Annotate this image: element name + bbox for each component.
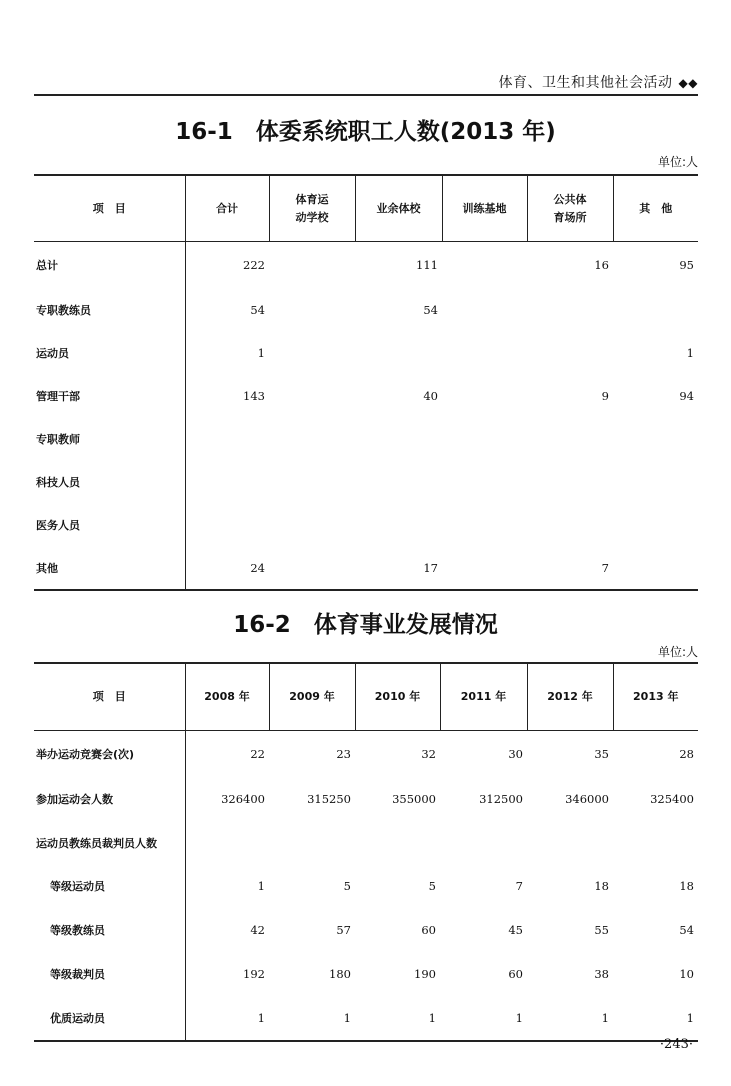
table-row [34, 908, 698, 952]
table-cell [442, 417, 527, 460]
table-cell [527, 503, 613, 546]
table-cell: 1 [686, 1010, 694, 1025]
table-cell: 5 [343, 879, 351, 894]
table-row [34, 777, 698, 821]
table-cell [355, 417, 442, 460]
table-cell [442, 242, 527, 289]
table-cell: 1 [257, 879, 265, 894]
table-cell [269, 417, 355, 460]
row-label: 运动员 [34, 331, 185, 374]
table-cell: 325400 [650, 791, 694, 806]
table-cell: 180 [329, 967, 351, 982]
table1 [34, 174, 698, 591]
table-cell [269, 288, 355, 331]
table-cell [269, 546, 355, 590]
table-cell [527, 417, 613, 460]
table-cell: 1 [686, 345, 694, 360]
table-cell: 315250 [307, 791, 351, 806]
table-cell: 94 [679, 388, 694, 403]
table-cell: 7 [601, 560, 609, 575]
table-cell: 355000 [392, 791, 436, 806]
table-cell: 55 [594, 923, 609, 938]
table-cell: 60 [508, 967, 523, 982]
table-cell [613, 503, 698, 546]
table-cell [355, 460, 442, 503]
table-cell: 7 [515, 879, 523, 894]
row-label: 管理干部 [34, 374, 185, 417]
table-cell [442, 331, 527, 374]
table-cell: 45 [508, 923, 523, 938]
table-cell [269, 460, 355, 503]
table2-unit: 单位:人 [657, 645, 698, 659]
table-cell: 23 [336, 747, 351, 761]
table-cell [355, 331, 442, 374]
table-cell [355, 821, 440, 865]
table-cell [613, 546, 698, 590]
table-cell [440, 821, 527, 865]
table-cell [185, 417, 269, 460]
running-header [34, 70, 698, 96]
page-number: ·243· [659, 1037, 693, 1052]
table-cell: 222 [243, 258, 265, 272]
column-header: 2013 年 [613, 663, 698, 731]
table-cell: 190 [414, 967, 436, 982]
table-cell [613, 460, 698, 503]
running-title: 体育、卫生和其他社会活动 ◆◆ [498, 75, 698, 91]
column-header: 其 他 [613, 175, 698, 242]
table-cell: 5 [428, 879, 436, 894]
table2 [34, 662, 698, 1042]
table-cell [269, 374, 355, 417]
table-row [34, 546, 698, 590]
table-cell [185, 460, 269, 503]
row-label: 优质运动员 [34, 996, 185, 1041]
table-cell: 54 [423, 302, 438, 317]
table-cell: 143 [243, 388, 265, 403]
table-cell: 16 [594, 258, 609, 272]
table-cell: 346000 [565, 791, 609, 806]
table-cell: 1 [257, 1010, 265, 1025]
table-row [34, 731, 698, 778]
row-label: 科技人员 [34, 460, 185, 503]
table1-title: 16-1 体委系统职工人数(2013 年) [175, 119, 556, 145]
table-cell: 18 [594, 879, 609, 894]
table-cell: 17 [423, 560, 438, 575]
row-label: 专职教练员 [34, 288, 185, 331]
table-row [34, 996, 698, 1041]
column-header: 2008 年 [185, 663, 269, 731]
table-cell: 95 [679, 258, 694, 272]
row-label: 举办运动竞赛会(次) [34, 731, 185, 778]
table-cell: 111 [416, 258, 438, 272]
table-cell [185, 821, 269, 865]
table-cell: 28 [679, 747, 694, 761]
table1-unit: 单位:人 [657, 155, 698, 169]
table-cell: 1 [515, 1010, 523, 1025]
table-cell [442, 546, 527, 590]
table-cell: 9 [601, 388, 609, 403]
column-header: 合计 [185, 175, 269, 242]
table-cell: 192 [243, 967, 265, 982]
table-row [34, 503, 698, 546]
table-cell: 60 [421, 923, 436, 938]
table-cell [442, 503, 527, 546]
table-cell: 42 [250, 923, 265, 938]
table-cell [269, 331, 355, 374]
table-row [34, 460, 698, 503]
table-cell [527, 288, 613, 331]
table-cell: 30 [508, 747, 523, 761]
table-row [34, 331, 698, 374]
table-cell [442, 460, 527, 503]
table-row [34, 865, 698, 909]
row-label: 等级运动员 [34, 865, 185, 909]
table-cell: 18 [679, 879, 694, 894]
table-cell [527, 821, 613, 865]
row-label: 医务人员 [34, 503, 185, 546]
table-cell: 40 [423, 388, 438, 403]
table-cell [269, 242, 355, 289]
column-header: 业余体校 [355, 175, 442, 242]
table-cell: 35 [594, 747, 609, 761]
table-row [34, 952, 698, 996]
row-label: 总计 [34, 242, 185, 289]
table-row [34, 374, 698, 417]
table-cell [613, 417, 698, 460]
table-cell: 32 [421, 747, 436, 761]
table-cell [442, 374, 527, 417]
table1-body [34, 242, 698, 591]
table-row [34, 288, 698, 331]
table-cell: 1 [343, 1010, 351, 1025]
table-cell: 1 [428, 1010, 436, 1025]
table-cell: 10 [679, 967, 694, 982]
table-row [34, 821, 698, 865]
table-cell [527, 331, 613, 374]
table1-header-row [34, 175, 698, 242]
table-cell: 1 [257, 345, 265, 360]
table2-title: 16-2 体育事业发展情况 [233, 612, 498, 638]
table-cell: 312500 [479, 791, 523, 806]
column-header: 公共体 育场所 [527, 175, 613, 242]
table-cell [269, 503, 355, 546]
table-cell: 57 [336, 923, 351, 938]
row-label: 运动员教练员裁判员人数 [34, 821, 185, 865]
column-header: 训练基地 [442, 175, 527, 242]
table-cell [613, 288, 698, 331]
column-header: 2012 年 [527, 663, 613, 731]
diamond-ornament: ◆◆ [678, 76, 698, 90]
row-label: 等级教练员 [34, 908, 185, 952]
table-cell [355, 503, 442, 546]
column-header: 项 目 [34, 175, 185, 242]
column-header: 2011 年 [440, 663, 527, 731]
row-label: 参加运动会人数 [34, 777, 185, 821]
table-row [34, 242, 698, 289]
column-header: 项 目 [34, 663, 185, 731]
row-label: 其他 [34, 546, 185, 590]
table-cell [185, 503, 269, 546]
table2-header-row [34, 663, 698, 731]
row-label: 等级裁判员 [34, 952, 185, 996]
table-cell [269, 821, 355, 865]
table2-body [34, 731, 698, 1041]
table-cell [613, 821, 698, 865]
row-label: 专职教师 [34, 417, 185, 460]
table-cell: 24 [250, 560, 265, 575]
table-row [34, 417, 698, 460]
table-cell [527, 460, 613, 503]
column-header: 2010 年 [355, 663, 440, 731]
column-header: 体育运 动学校 [269, 175, 355, 242]
column-header: 2009 年 [269, 663, 355, 731]
table-cell: 326400 [221, 791, 265, 806]
table-cell: 1 [601, 1010, 609, 1025]
table-cell [442, 288, 527, 331]
table-cell: 54 [250, 302, 265, 317]
table-cell: 22 [250, 747, 265, 761]
table-cell: 38 [594, 967, 609, 982]
table-cell: 54 [679, 923, 694, 938]
